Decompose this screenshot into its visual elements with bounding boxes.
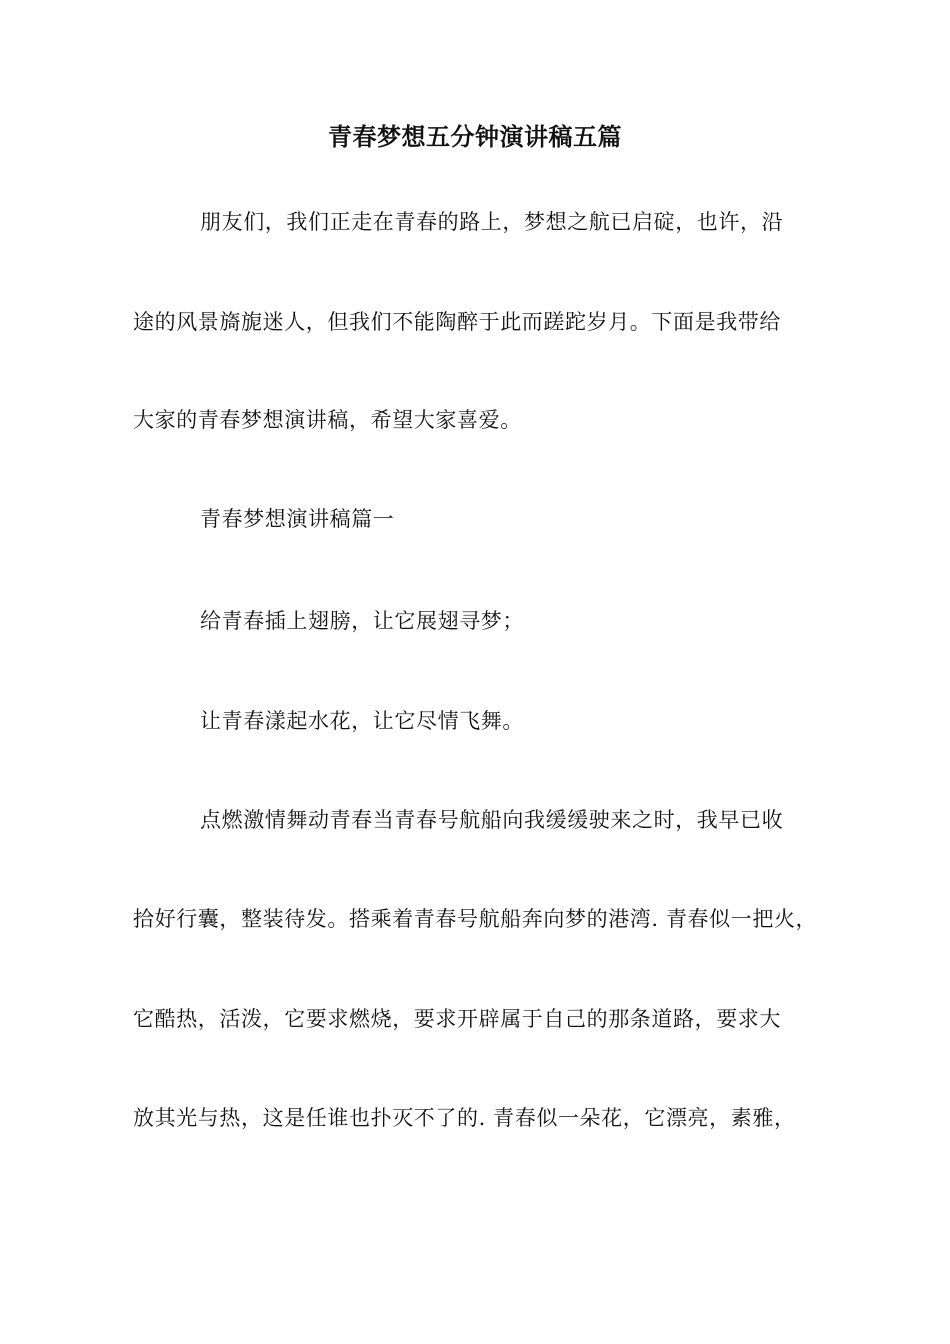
paragraph-line: 拾好行囊，整装待发。搭乘着青春号航船奔向梦的港湾. 青春似一把火，: [133, 907, 818, 931]
document-title: 青春梦想五分钟演讲稿五篇: [328, 123, 622, 151]
paragraph-line: 让青春漾起水花，让它尽情飞舞。: [200, 709, 524, 733]
paragraph-line: 朋友们，我们正走在青春的路上，梦想之航已启碇，也许，沿: [200, 210, 784, 234]
section-heading: 青春梦想演讲稿篇一: [200, 507, 395, 531]
paragraph-line: 途的风景旖旎迷人，但我们不能陶醉于此而蹉跎岁月。下面是我带给: [133, 310, 781, 334]
paragraph-line: 放其光与热，这是任谁也扑灭不了的. 青春似一朵花，它漂亮，素雅，: [133, 1106, 796, 1130]
paragraph-line: 它酷热，活泼，它要求燃烧，要求开辟属于自己的那条道路，要求大: [133, 1007, 781, 1031]
paragraph-line: 大家的青春梦想演讲稿，希望大家喜爱。: [133, 408, 522, 432]
paragraph-line: 给青春插上翅膀，让它展翅寻梦；: [200, 609, 524, 633]
paragraph-line: 点燃激情舞动青春当青春号航船向我缓缓驶来之时，我早已收: [200, 808, 784, 832]
